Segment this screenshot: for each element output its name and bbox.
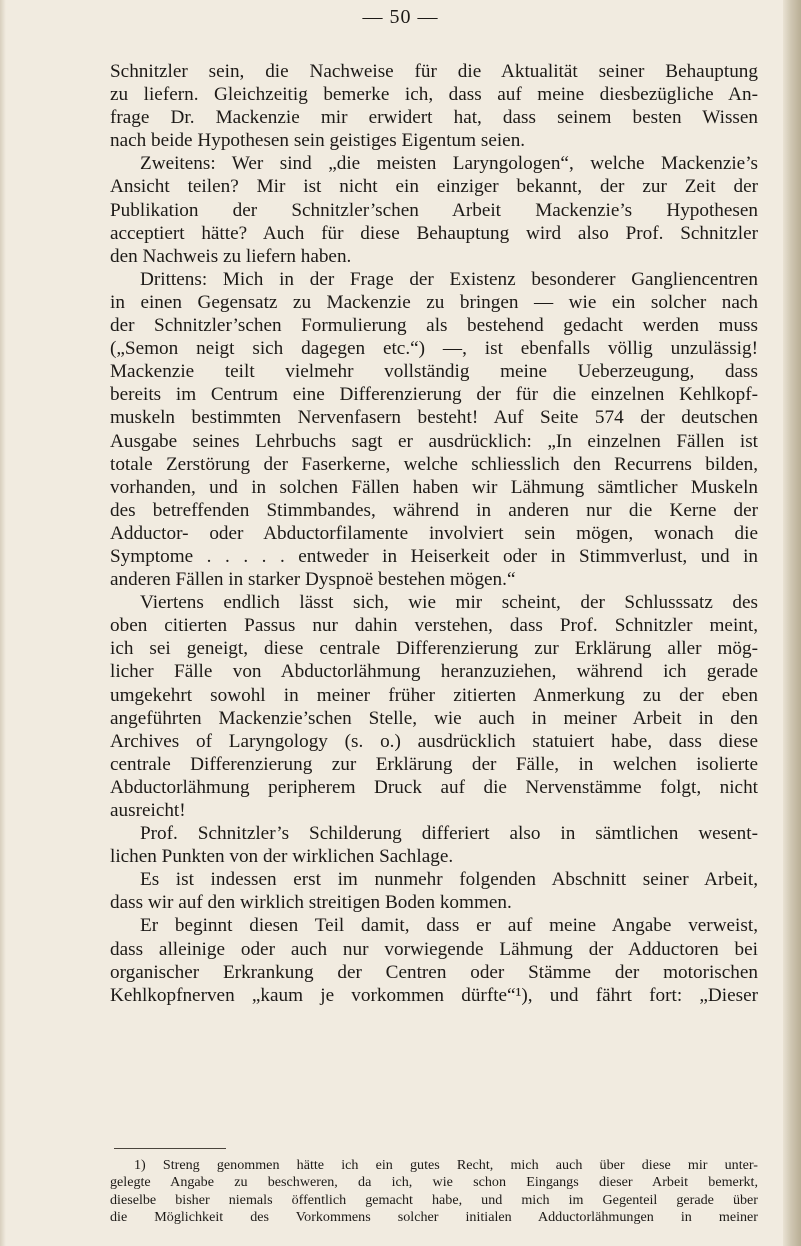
footnote-line: 1) Streng genommen hätte ich ein gutes Recht, mich auch über diese mir unter- xyxy=(134,1157,758,1173)
text-line: Prof. Schnitzler’s Schilderung differiert also in sämtlichen wesent- xyxy=(140,823,758,845)
text-line: vorhanden, und in solchen Fällen haben wir Lähmung sämtlicher Muskeln xyxy=(110,476,758,498)
text-line: Zweitens: Wer sind „die meisten Laryngologen“, welche Mackenzie’s xyxy=(140,153,758,175)
footnotes xyxy=(110,1148,758,1226)
text-line: oben citierten Passus nur dahin verstehen, dass Prof. Schnitzler meint, xyxy=(110,615,758,637)
book-spine-shadow xyxy=(0,0,6,1246)
page-number: — 50 — xyxy=(362,6,439,28)
text-line: den Nachweis zu liefern haben. xyxy=(110,245,352,267)
text-line: der Schnitzler’schen Formulierung als bestehend gedacht werden muss xyxy=(110,315,758,337)
text-line: Adductor- oder Abductorfilamente involviert sein mögen, wonach die xyxy=(110,522,758,544)
text-line: frage Dr. Mackenzie mir erwidert hat, dass seinem besten Wissen xyxy=(110,107,758,129)
footnote-line: gelegte Angabe zu beschweren, da ich, wie schon Eingangs dieser Arbeit bemerkt, xyxy=(110,1174,758,1191)
text-line: nach beide Hypothesen sein geistiges Eigentum seien. xyxy=(110,130,526,152)
text-line: licher Fälle von Abductorlähmung heranzuziehen, während ich gerade xyxy=(110,661,758,683)
text-line: Es ist indessen erst im nunmehr folgenden Abschnitt seiner Arbeit, xyxy=(140,869,758,891)
footnote-line: die Möglichkeit des Vorkommens solcher initialen Adductorlähmungen in meiner xyxy=(110,1208,758,1225)
text-line: umgekehrt sowohl in meiner früher zitierten Anmerkung zu der eben xyxy=(110,684,758,706)
text-line: ausreicht! xyxy=(110,800,186,821)
text-line: Viertens endlich lässt sich, wie mir scheint, der Schlusssatz des xyxy=(140,592,758,614)
text-line: zu liefern. Gleichzeitig bemerke ich, dass auf meine diesbezügliche An- xyxy=(110,84,758,106)
text-line: Abductorlähmung peripherem Druck auf die Nervenstämme folgt, nicht xyxy=(110,776,758,798)
text-line: acceptiert hätte? Auch für diese Behauptung wird also Prof. Schnitzler xyxy=(110,222,758,244)
text-line: Publikation der Schnitzler’schen Arbeit Mackenzie’s Hypothesen xyxy=(110,199,758,221)
text-line: Er beginnt diesen Teil damit, dass er auf meine Angabe verweist, xyxy=(140,915,758,937)
text-line: Ausgabe seines Lehrbuchs sagt er ausdrücklich: „In einzelnen Fällen ist xyxy=(110,430,758,452)
body-text xyxy=(110,60,758,1007)
footnote-line: dieselbe bisher niemals öffentlich gemacht habe, und mich im Gegenteil gerade über xyxy=(110,1191,758,1208)
text-line: dass alleinige oder auch nur vorwiegende Lähmung der Adductoren bei xyxy=(110,938,758,960)
text-line: bereits im Centrum eine Differenzierung der für die einzelnen Kehlkopf- xyxy=(110,384,758,406)
text-line: muskeln bestimmten Nervenfasern besteht! Auf Seite 574 der deutschen xyxy=(110,407,758,429)
text-line: Ansicht teilen? Mir ist nicht ein einziger bekannt, der zur Zeit der xyxy=(110,176,758,198)
text-line: Archives of Laryngology (s. o.) ausdrücklich statuiert habe, dass diese xyxy=(110,730,758,752)
text-line: totale Zerstörung der Faserkerne, welche schliesslich den Recurrens bilden, xyxy=(110,453,758,475)
text-line: organischer Erkrankung der Centren oder Stämme der motorischen xyxy=(110,961,758,983)
text-line: Kehlkopfnerven „kaum je vorkommen dürfte“¹), und fährt fort: „Dieser xyxy=(110,984,758,1006)
text-line: des betreffenden Stimmbandes, während in anderen nur die Kerne der xyxy=(110,499,758,521)
text-line: („Semon neigt sich dagegen etc.“) —, ist ebenfalls völlig unzulässig! xyxy=(110,338,758,360)
text-line: ich sei geneigt, diese centrale Differenzierung zur Erklärung aller mög- xyxy=(110,638,758,660)
footnote-rule xyxy=(114,1148,226,1149)
text-line: Schnitzler sein, die Nachweise für die Aktualität seiner Behauptung xyxy=(110,61,758,82)
text-line: Drittens: Mich in der Frage der Existenz besonderer Gangliencentren xyxy=(140,268,758,290)
page-edge-shadow xyxy=(783,0,801,1246)
text-line: lichen Punkten von der wirklichen Sachlage. xyxy=(110,846,454,868)
footnote-text xyxy=(110,1157,758,1226)
text-line: anderen Fällen in starker Dyspnoë bestehen mögen.“ xyxy=(110,569,516,591)
text-line: Symptome . . . . . entweder in Heiserkeit oder in Stimmverlust, und in xyxy=(110,545,758,567)
text-line: angeführten Mackenzie’schen Stelle, wie auch in meiner Arbeit in den xyxy=(110,707,758,729)
text-line: centrale Differenzierung zur Erklärung der Fälle, in welchen isolierte xyxy=(110,753,758,775)
text-line: Mackenzie teilt vielmehr vollständig meine Ueberzeugung, dass xyxy=(110,361,758,383)
text-line: dass wir auf den wirklich streitigen Boden kommen. xyxy=(110,892,512,914)
text-line: in einen Gegensatz zu Mackenzie zu bringen — wie ein solcher nach xyxy=(110,291,758,313)
